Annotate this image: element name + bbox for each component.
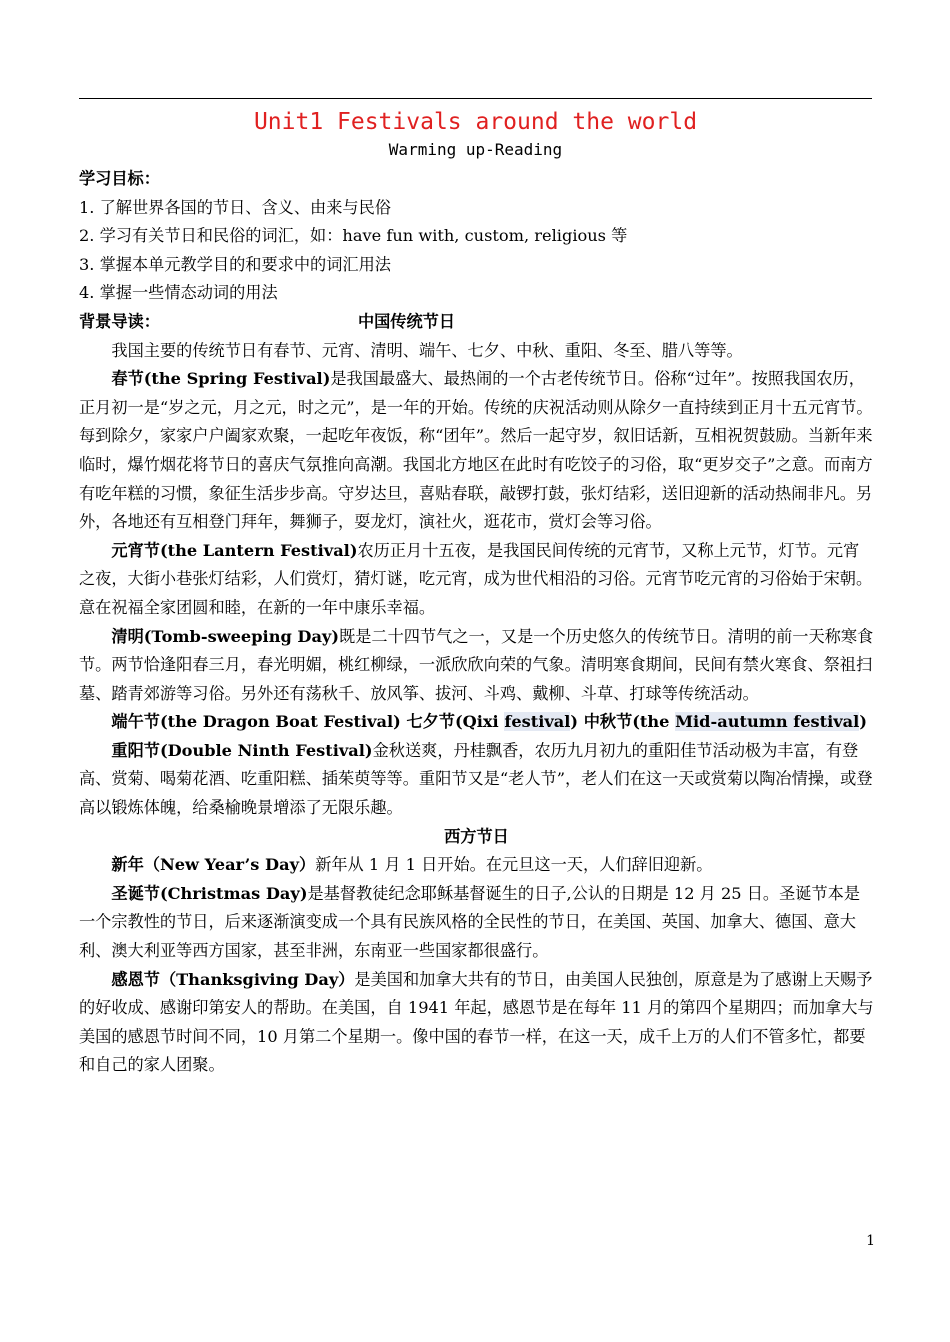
objectives-heading: 学习目标： bbox=[79, 169, 160, 188]
other-festivals-line bbox=[79, 708, 874, 737]
spring-festival-term: 春节(the Spring Festival) bbox=[111, 369, 331, 389]
qixi-term-end: ) bbox=[570, 712, 584, 732]
thanksgiving-term: 感恩节（Thanksgiving Day） bbox=[111, 969, 355, 989]
mid-autumn-term-end: ) bbox=[859, 712, 867, 732]
spring-festival-paragraph bbox=[79, 365, 874, 537]
intro-paragraph: 我国主要的传统节日有春节、元宵、清明、端午、七夕、中秋、重阳、冬至、腊八等等。 bbox=[111, 340, 743, 360]
background-heading: 背景导读： bbox=[79, 311, 160, 331]
spring-festival-text: 是我国最盛大、最热闹的一个古老传统节日。俗称“过年”。按照我国农历，正月初一是“岁之元，月之元，时之元”，是一年的开始。传统的庆祝活动则从除夕一直持续到正月十五元宵节。每到除夕，家家户户阖家欢聚，一起吃年夜饭，称“团年”。然后一起守岁，叙旧话新，互相祝贺鼓励。当新年来临时，爆竹烟花将节日的喜庆气氛推向高潮。我国北方地区在此时有吃饺子的习俗，取“更岁交子”之意。而南方有吃年糕的习惯，象征生活步步高。守岁达旦，喜贴春联，敲锣打鼓，张灯结彩，送旧迎新的活动热闹非凡。另外，各地还有互相登门拜年，舞狮子，耍龙灯，演社火，逛花市，赏灯会等习俗。 bbox=[79, 369, 873, 532]
new-year-text: 新年从 1 月 1 日开始。在元旦这一天，人们辞旧迎新。 bbox=[315, 855, 713, 875]
new-year-term: 新年（New Year’s Day） bbox=[111, 855, 316, 875]
lantern-festival-paragraph bbox=[79, 537, 874, 623]
document-title: Unit1 Festivals around the world bbox=[253, 109, 698, 135]
christmas-text: 是基督教徒纪念耶稣基督诞生的日子,公认的日期是 12 月 25 日。圣诞节本是一个宗教性的节日，后来逐渐演变成一个具有民族风格的全民性的节日，在美国、英国、加拿大、德国、意大利、澳大利亚等西方国家，甚至非洲，东南亚一些国家都很盛行。 bbox=[79, 883, 861, 961]
document-body bbox=[79, 165, 874, 1080]
qixi-term-start: 七夕节(Qixi bbox=[406, 712, 505, 732]
document-subtitle: Warming up-Reading bbox=[388, 140, 563, 159]
mid-autumn-term-start: 中秋节(the bbox=[583, 712, 676, 732]
qingming-paragraph bbox=[79, 623, 874, 709]
objective-item-3: 3. 掌握本单元教学目的和要求中的词汇用法 bbox=[79, 254, 391, 274]
double-ninth-term: 重阳节(Double Ninth Festival) bbox=[111, 740, 373, 760]
mid-autumn-term-highlight: Mid-autumn festival bbox=[675, 712, 860, 732]
thanksgiving-paragraph bbox=[79, 966, 874, 1080]
new-year-paragraph bbox=[79, 851, 874, 880]
thanksgiving-text: 是美国和加拿大共有的节日，由美国人民独创，原意是为了感谢上天赐予的好收成、感谢印第安人的帮助。在美国，自 1941 年起，感恩节是在每年 11 月的第四个星期四；而加拿大与美国的感恩节时间不同，10 月第二个星期一。像中国的春节一样，在这一天，成千上万的人们不管多忙，都要和自己的家人团聚。 bbox=[79, 969, 874, 1075]
qingming-term: 清明(Tomb-sweeping Day) bbox=[111, 626, 340, 646]
qixi-term-highlight: festival bbox=[504, 712, 571, 732]
page-number: 1 bbox=[866, 1233, 875, 1249]
dragon-boat-term: 端午节(the Dragon Boat Festival) bbox=[111, 712, 407, 732]
lantern-festival-text: 农历正月十五夜，是我国民间传统的元宵节，又称上元节，灯节。元宵之夜，大街小巷张灯结彩，人们赏灯，猜灯谜，吃元宵，成为世代相沿的习俗。元宵节吃元宵的习俗始于宋朝。意在祝福全家团圆和睦，在新的一年中康乐幸福。 bbox=[79, 540, 873, 617]
objective-item-2: 2. 学习有关节日和民俗的词汇，如：have fun with, custom, religious 等 bbox=[79, 226, 628, 246]
objective-item-1: 1. 了解世界各国的节日、含义、由来与民俗 bbox=[79, 197, 391, 217]
objective-item-4: 4. 掌握一些情态动词的用法 bbox=[79, 283, 278, 303]
christmas-term: 圣诞节(Christmas Day) bbox=[111, 883, 308, 903]
double-ninth-text: 金秋送爽，丹桂飘香，农历九月初九的重阳佳节活动极为丰富，有登高、赏菊、喝菊花酒、吃重阳糕、插茱萸等等。重阳节又是“老人节”，老人们在这一天或赏菊以陶冶情操，或登高以锻炼体魄，给桑榆晚景增添了无限乐趣。 bbox=[79, 740, 873, 818]
lantern-festival-term: 元宵节(the Lantern Festival) bbox=[111, 540, 358, 560]
christmas-paragraph bbox=[79, 880, 874, 966]
header-rule bbox=[79, 98, 872, 99]
background-heading-line bbox=[79, 308, 874, 337]
qingming-text: 既是二十四节气之一，又是一个历史悠久的传统节日。清明的前一天称寒食节。两节恰逢阳春三月，春光明媚，桃红柳绿，一派欣欣向荣的气象。清明寒食期间，民间有禁火寒食、祭祖扫墓、踏青郊游等习俗。另外还有荡秋千、放风筝、拔河、斗鸡、戴柳、斗草、打球等传统活动。 bbox=[79, 626, 874, 703]
double-ninth-paragraph bbox=[79, 737, 874, 823]
chinese-festivals-title: 中国传统节日 bbox=[357, 311, 456, 331]
western-festivals-title: 西方节日 bbox=[444, 826, 509, 846]
